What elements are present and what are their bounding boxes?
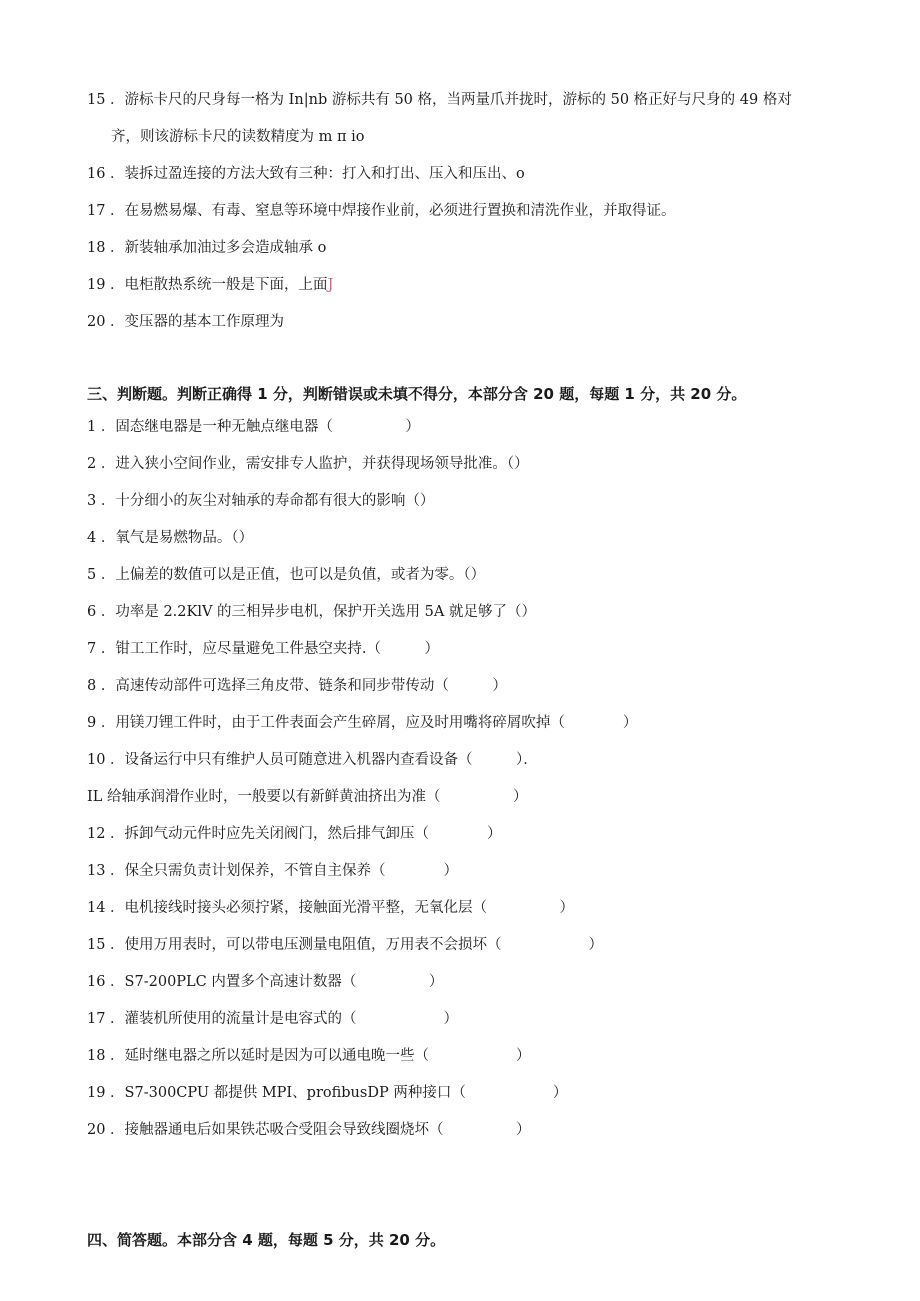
tf-item-7: 7 ．钳工工作时，应尽量避免工件悬空夹持.（ ） [87,641,439,657]
tf-item-10: 10 ．设备运行中只有维护人员可随意进入机器内查看设备（ ）． [87,752,538,768]
tf-item-18: 18 ．延时继电器之所以延时是因为可以通电晚一些（ ） [87,1048,531,1064]
tf-item-16: 16 ．S7-200PLC 内置多个高速计数器（ ） [87,974,444,990]
tf-item-9: 9 ．用镁刀锂工件时，由于工件表面会产生碎屑，应及时用嘴将碎屑吹掉（ ） [87,715,638,731]
fill-in-item-20: 20 ．变压器的基本工作原理为 [87,314,285,330]
tf-item-12: 12 ．拆卸气动元件时应先关闭阀门，然后排气卸压（ ） [87,826,502,842]
tf-item-8: 8 ．高速传动部件可选择三角皮带、链条和同步带传动（ ） [87,678,507,694]
tf-item-5: 5 ．上偏差的数值可以是正值，也可以是负值，或者为零。（） [87,567,486,583]
fill-in-item-15: 15 ．游标卡尺的尺身每一格为 In|nb 游标共有 50 格，当两量爪并拢时，游标的 50 格正好与尺身的 49 格对 [87,92,792,108]
tf-item-3: 3 ．十分细小的灰尘对轴承的寿命都有很大的影响（） [87,493,435,509]
section-4-heading: 四、简答题。本部分含 4 题，每题 5 分，共 20 分。 [87,1231,446,1249]
fill-in-item-19 [87,275,333,295]
fill-in-item-17: 17 ．在易燃易爆、有毒、窒息等环境中焊接作业前，必须进行置换和清洗作业，并取得证。 [87,203,676,219]
tf-item-20: 20 ．接触器通电后如果铁芯吸合受阻会导致线圈烧坏（ ） [87,1122,531,1138]
fill-in-item-15-continued: 齐，则该游标卡尺的读数精度为 m π io [111,129,365,145]
fill-in-item-19-mark: J [327,277,334,293]
tf-item-14: 14 ．电机接线时接头必须拧紧，接触面光滑平整，无氧化层（ ） [87,900,575,916]
tf-item-6: 6 ．功率是 2.2KlV 的三相异步电机，保护开关选用 5A 就足够了（） [87,604,536,620]
tf-item-19: 19 ．S7-300CPU 都提供 MPI、profibusDP 两种接口（ ） [87,1085,568,1101]
tf-item-1: 1 ．固态继电器是一种无触点继电器（ ） [87,419,420,435]
tf-item-11: IL 给轴承润滑作业时，一般要以有新鲜黄油挤出为准（ ） [87,789,528,805]
tf-item-4: 4 ．氧气是易燃物品。（） [87,530,254,546]
tf-item-13: 13 ．保全只需负责计划保养，不管自主保养（ ） [87,863,459,879]
tf-item-2: 2 ．进入狭小空间作业，需安排专人监护，并获得现场领导批准。（） [87,456,529,472]
fill-in-item-18: 18 ．新装轴承加油过多会造成轴承 o [87,240,327,256]
fill-in-item-19-text: 19 ．电柜散热系统一般是下面，上面 [87,277,328,293]
tf-item-17: 17 ．灌装机所使用的流量计是电容式的（ ） [87,1011,459,1027]
fill-in-item-16: 16 ．装拆过盈连接的方法大致有三种：打入和打出、压入和压出、o [87,166,525,182]
section-3-heading: 三、判断题。判断正确得 1 分，判断错误或未填不得分，本部分含 20 题，每题 1 分，共 20 分。 [87,385,747,403]
tf-item-15: 15 ．使用万用表时，可以带电压测量电阻值，万用表不会损坏（ ） [87,937,604,953]
